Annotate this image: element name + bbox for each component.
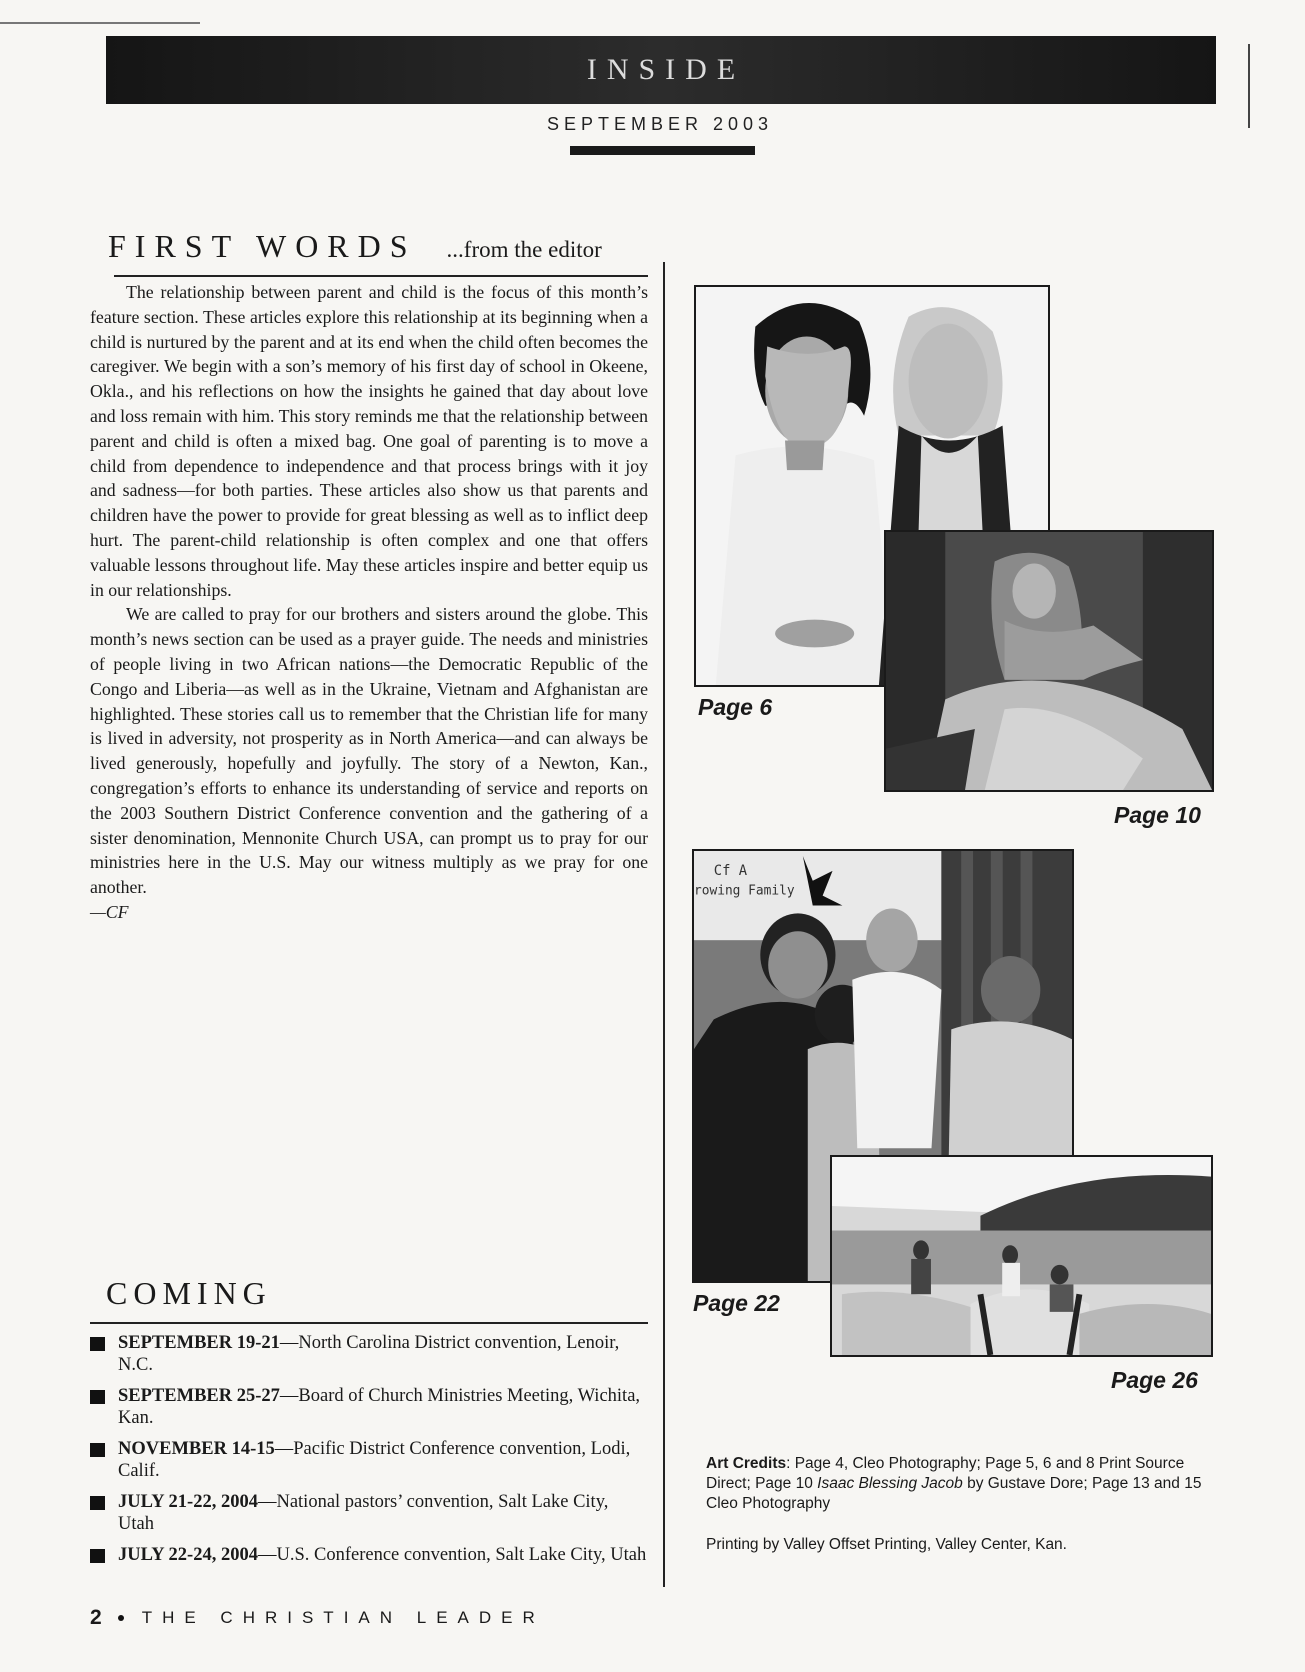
caption-page-10: Page 10 — [1114, 802, 1201, 828]
caption-page-6: Page 6 — [698, 694, 773, 720]
banner-fragment-text-2: rowing Family — [694, 883, 795, 899]
square-bullet-icon — [90, 1443, 105, 1457]
column-divider — [663, 262, 665, 1587]
art-credits-text-1: : Page 4, Cleo Photography; Page 5, 6 and 8 Print Source Direct; Page 10 — [706, 1455, 1185, 1492]
event-text: —National pastors’ convention, Salt Lake City, Utah — [118, 1492, 609, 1534]
inside-banner — [106, 36, 1216, 104]
first-words-title: FIRST WORDS — [108, 228, 417, 264]
coming-rule — [90, 1322, 648, 1324]
page-number: 2 — [90, 1606, 102, 1629]
editorial-body — [90, 280, 648, 925]
event-text: —Board of Church Ministries Meeting, Wichita, Kan. — [118, 1386, 641, 1428]
first-words-subtitle: ...from the editor — [446, 237, 602, 262]
first-words-heading — [108, 228, 648, 265]
event-item — [90, 1544, 648, 1566]
event-item — [90, 1491, 648, 1535]
event-date: SEPTEMBER 19-21 — [118, 1333, 280, 1353]
page-footer — [90, 1606, 545, 1630]
banner-title: INSIDE — [586, 53, 746, 86]
event-item — [90, 1385, 648, 1429]
photo-boats-shore — [830, 1155, 1213, 1357]
square-bullet-icon — [90, 1390, 105, 1404]
art-credits-artwork-title: Isaac Blessing Jacob — [817, 1475, 963, 1492]
coming-title: COMING — [106, 1275, 272, 1311]
event-date: JULY 21-22, 2004 — [118, 1492, 258, 1512]
magazine-name: THE CHRISTIAN LEADER — [141, 1608, 545, 1627]
event-item — [90, 1332, 648, 1376]
art-credits — [706, 1454, 1226, 1514]
event-text: —North Carolina District convention, Lenoir, N.C. — [118, 1333, 620, 1375]
editorial-paragraph-1: The relationship between parent and child is the focus of this month’s feature section. These articles explore this relationship at its beginning when a child is nurtured by the parent and at its end when the child often becomes the caregiver. We begin with a son’s memory of his first day of school in Okeene, Okla., and his reflections on how the insights he gained that day about love and loss remain with him. This story reminds me that the relationship between parent and child is often a mixed bag. One goal of parenting is to move a child from dependence to independence and that process brings with it joy and sadness—for both parties. These articles also show us that parents and children have the power to provide for great blessing as well as to inflict deep hurt. The parent-child relationship is often complex and one that offers valuable lessons throughout life. May these articles inspire and better equip us in our relationships. — [90, 282, 648, 600]
page-edge-rule — [1248, 44, 1250, 128]
event-item — [90, 1438, 648, 1482]
coming-events-list — [90, 1332, 648, 1575]
editor-signoff: —CF — [90, 901, 129, 922]
art-credits-text-2: by Gustave Dore; Page 13 and 15 Cleo Photography — [706, 1475, 1202, 1512]
event-date: NOVEMBER 14-15 — [118, 1439, 275, 1459]
issue-date: SEPTEMBER 2003 — [546, 114, 774, 134]
square-bullet-icon — [90, 1496, 105, 1510]
event-date: JULY 22-24, 2004 — [118, 1545, 258, 1565]
event-date: SEPTEMBER 25-27 — [118, 1386, 280, 1406]
bullet-dot-icon — [118, 1615, 124, 1621]
event-text: —Pacific District Conference convention, Lodi, Calif. — [118, 1439, 631, 1481]
first-words-rule — [114, 275, 648, 277]
square-bullet-icon — [90, 1549, 105, 1563]
date-underline-bar — [570, 146, 755, 155]
art-credits-label: Art Credits — [706, 1455, 787, 1472]
banner-fragment-text-1: Cf A — [713, 862, 748, 879]
event-text: —U.S. Conference convention, Salt Lake City, Utah — [257, 1545, 647, 1565]
caption-page-26: Page 26 — [1111, 1367, 1198, 1393]
artwork-isaac-blessing-jacob — [884, 530, 1214, 792]
top-rule — [0, 22, 200, 24]
caption-page-22: Page 22 — [693, 1290, 780, 1316]
editorial-paragraph-2: We are called to pray for our brothers and sisters around the globe. This month’s news section can be used as a prayer guide. The needs and ministries of people living in two African nations—the Democratic Republic of the Congo and Liberia—as well as in the Ukraine, Vietnam and Afghanistan are highlighted. These stories call us to remember that the Christian life for many is lived in adversity, not prosperity as in North America—and can always be lived generously, hopefully and joyfully. The story of a Newton, Kan., congregation’s efforts to enhance its understanding of service and reports on the 2003 Southern District Conference convention and the gathering of a sister denomination, Mennonite Church USA, can prompt us to pray for our ministries here in the U.S. May our witness multiply as we pray for one another. — [90, 604, 648, 898]
square-bullet-icon — [90, 1337, 105, 1351]
printing-credit: Printing by Valley Offset Printing, Valley Center, Kan. — [706, 1536, 1067, 1553]
